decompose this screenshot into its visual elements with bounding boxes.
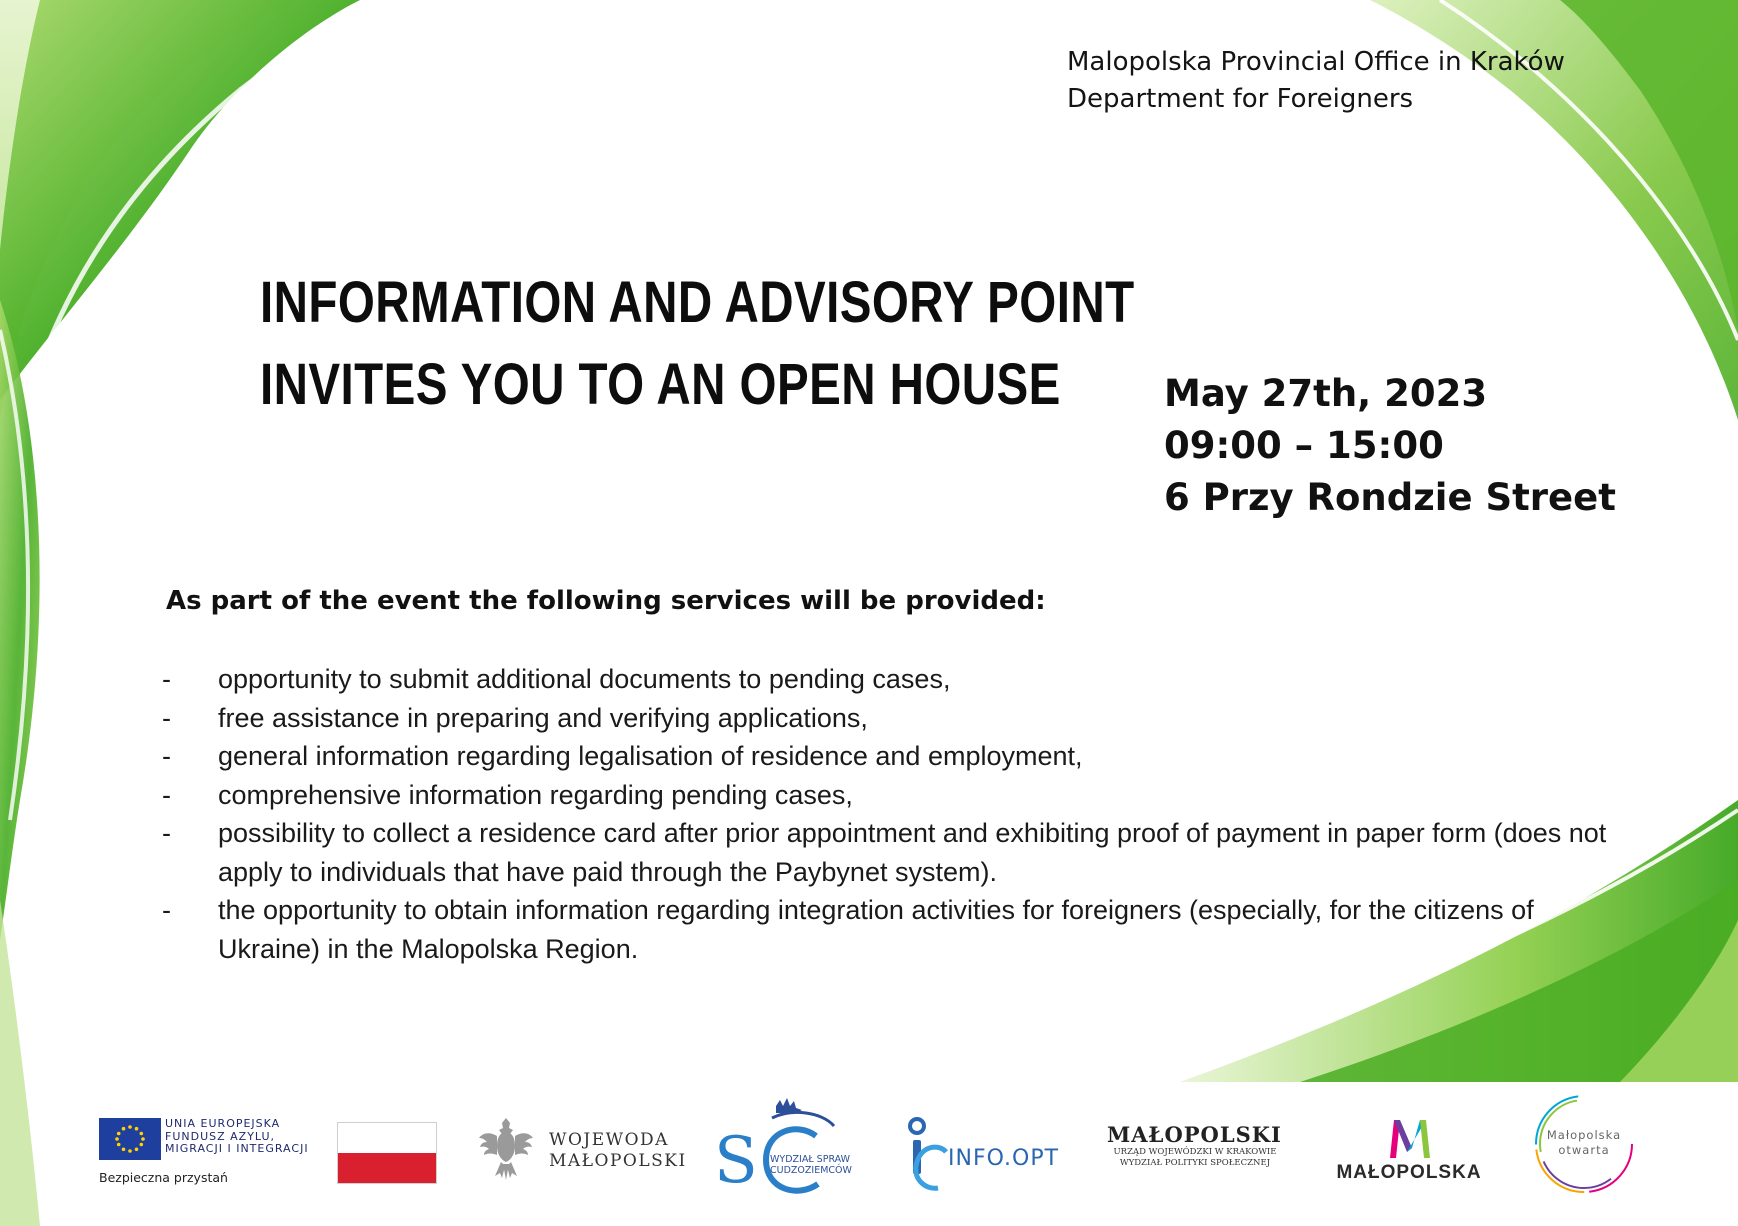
event-details — [1164, 368, 1616, 524]
eu-line-2: FUNDUSZ AZYLU, — [165, 1129, 276, 1143]
wsc-text — [770, 1154, 852, 1176]
bullet-dash: - — [162, 664, 171, 694]
list-item-text: free assistance in preparing and verifying applications, — [218, 702, 868, 733]
info-opt-text: INFO.OPT — [948, 1146, 1060, 1171]
wojewoda-text — [549, 1130, 687, 1172]
poland-flag-icon — [337, 1122, 437, 1184]
list-item-text: comprehensive information regarding pending cases, — [218, 779, 853, 810]
otwarta-line-2: otwarta — [1558, 1143, 1610, 1157]
eu-line-3: MIGRACJI I INTEGRACJI — [165, 1142, 309, 1155]
event-address: 6 Przy Rondzie Street — [1164, 476, 1616, 519]
otwarta-line-1: Małopolska — [1546, 1128, 1622, 1142]
flag-white-stripe — [338, 1123, 436, 1153]
info-opt-icon — [904, 1112, 954, 1192]
malopolski-urzad-logo — [1107, 1122, 1287, 1182]
list-item-text: opportunity to submit additional documents to pending cases, — [218, 664, 951, 694]
bullet-dash: - — [162, 779, 171, 810]
malopolska-text: MAŁOPOLSKA — [1336, 1162, 1482, 1183]
eu-flag-icon — [99, 1118, 161, 1160]
left-side-wave — [0, 300, 40, 940]
malopolska-otwarta-logo — [1532, 1092, 1636, 1196]
muw-subtitle-1: URZĄD WOJEWÓDZKI W KRAKOWIE — [1113, 1147, 1277, 1157]
list-item — [162, 737, 1622, 776]
malopolska-logo — [1334, 1114, 1494, 1186]
eagle-icon — [477, 1112, 535, 1184]
wydzial-spraw-cudzoziemcow-logo — [712, 1096, 862, 1196]
bullet-dash: - — [162, 702, 171, 733]
muw-title: MAŁOPOLSKI — [1107, 1122, 1282, 1147]
office-header — [1067, 44, 1565, 118]
eu-line-1: UNIA EUROPEJSKA — [165, 1117, 281, 1130]
bullet-dash: - — [162, 818, 171, 848]
bullet-dash: - — [162, 741, 171, 771]
bullet-dash: - — [162, 895, 171, 925]
svg-text:S: S — [714, 1124, 758, 1196]
list-item — [162, 814, 1622, 891]
services-list — [162, 660, 1622, 968]
wsc-line-1: WYDZIAŁ SPRAW — [770, 1154, 851, 1165]
headline-line-2: INVITES YOU TO AN OPEN HOUSE — [260, 352, 1061, 417]
list-item — [162, 891, 1622, 968]
eu-tagline: Bezpieczna przystań — [99, 1170, 228, 1185]
eu-fund-text — [165, 1118, 309, 1156]
list-item — [162, 776, 1622, 815]
eu-fund-logo — [99, 1118, 319, 1188]
malopolska-m-icon — [1334, 1114, 1484, 1162]
wsc-line-2: CUDZOZIEMCÓW — [770, 1165, 852, 1176]
wojewoda-line-1: WOJEWODA — [549, 1130, 669, 1150]
sc-monogram-icon — [712, 1096, 862, 1196]
wojewoda-logo — [477, 1112, 687, 1188]
muw-subtitle-2: WYDZIAŁ POLITYKI SPOŁECZNEJ — [1119, 1158, 1271, 1168]
headline-line-1: INFORMATION AND ADVISORY POINT — [260, 270, 1135, 335]
otwarta-text — [1532, 1128, 1636, 1158]
list-item-text: possibility to collect a residence card after prior appointment and exhibiting proof of payment in paper form (does not apply to individuals that have paid through the Paybynet system). — [218, 818, 1607, 887]
department-name: Department for Foreigners — [1067, 84, 1414, 114]
list-item-text: the opportunity to obtain information regarding integration activities for foreigners (especially, for the citizens of Ukraine) in the Malopolska Region. — [218, 895, 1534, 964]
wojewoda-line-2: MAŁOPOLSKI — [549, 1151, 687, 1171]
event-time: 09:00 – 15:00 — [1164, 424, 1444, 467]
info-opt-logo — [904, 1112, 1060, 1192]
services-intro: As part of the event the following services will be provided: — [166, 586, 1046, 616]
event-date: May 27th, 2023 — [1164, 372, 1488, 415]
headline — [260, 262, 1135, 426]
flag-red-stripe — [338, 1153, 436, 1183]
list-item — [162, 699, 1622, 738]
logo-strip — [72, 1082, 1666, 1212]
list-item — [162, 660, 1622, 699]
list-item-text: general information regarding legalisation of residence and employment, — [218, 741, 1083, 771]
office-name: Malopolska Provincial Office in Kraków — [1067, 47, 1565, 77]
